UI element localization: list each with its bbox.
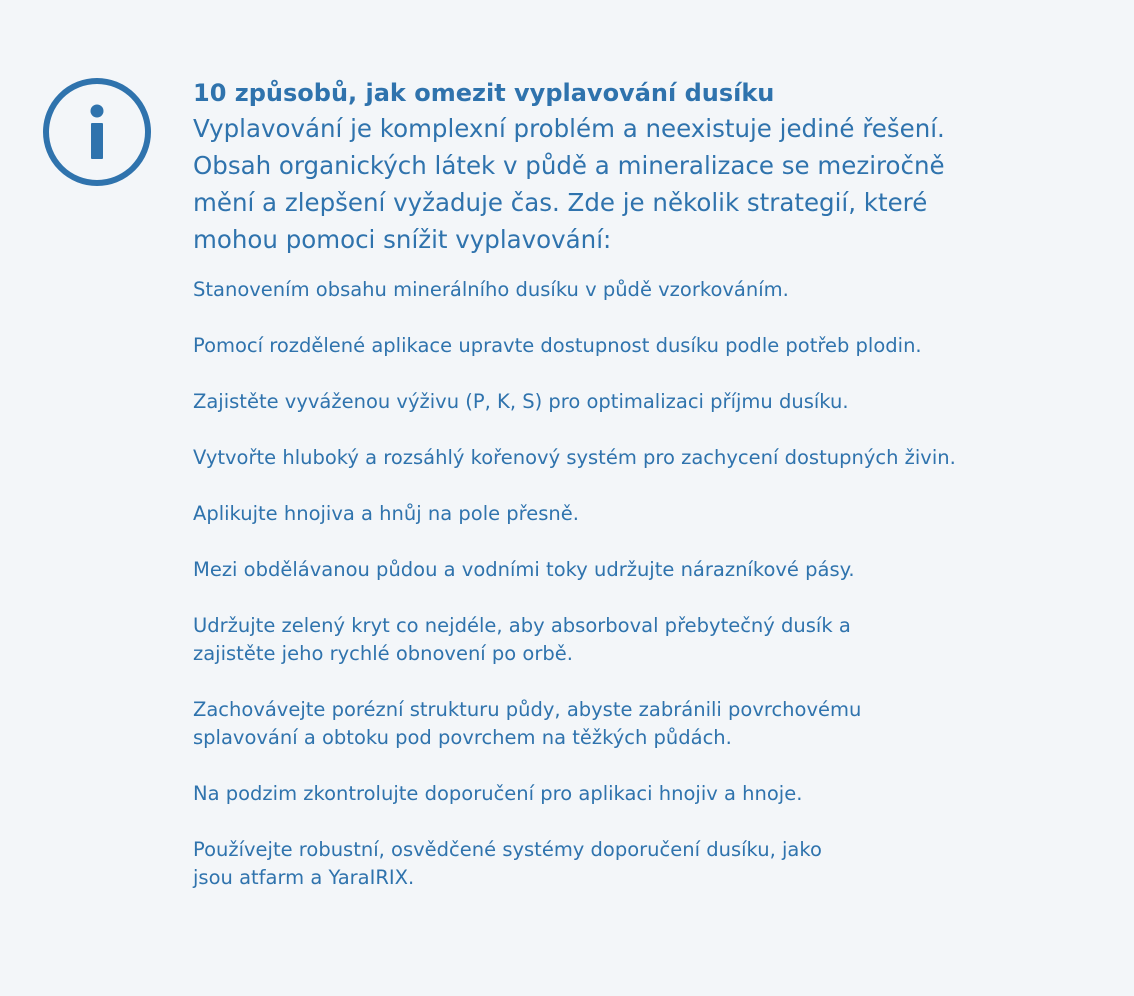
tip-item — [193, 500, 1093, 528]
intro-paragraph — [193, 110, 1023, 258]
tip-text: Stanovením obsahu minerálního dusíku v půdě vzorkováním. — [193, 278, 789, 301]
intro-line: Vyplavování je komplexní problém a neexistuje jediné řešení. — [193, 114, 945, 143]
intro-line: mění a zlepšení vyžaduje čas. Zde je několik strategií, které — [193, 188, 928, 217]
tip-text: Udržujte zelený kryt co nejdéle, aby absorboval přebytečný dusík a — [193, 614, 851, 637]
tip-text: jsou atfarm a YaraIRIX. — [193, 866, 415, 889]
tip-text: Vytvořte hluboký a rozsáhlý kořenový systém pro zachycení dostupných živin. — [193, 446, 956, 469]
tip-text: Na podzim zkontrolujte doporučení pro aplikaci hnojiv a hnoje. — [193, 782, 803, 805]
tip-text: Zachovávejte porézní strukturu půdy, abyste zabránili povrchovému — [193, 698, 862, 721]
info-icon — [42, 77, 152, 187]
tip-item — [193, 696, 1093, 752]
tip-text: Používejte robustní, osvědčené systémy doporučení dusíku, jako — [193, 838, 822, 861]
tip-text: Aplikujte hnojiva a hnůj na pole přesně. — [193, 502, 579, 525]
tip-item — [193, 836, 1093, 892]
tip-item — [193, 556, 1093, 584]
info-content — [193, 76, 1093, 920]
tip-text: Pomocí rozdělené aplikace upravte dostupnost dusíku podle potřeb plodin. — [193, 334, 922, 357]
tip-item — [193, 276, 1093, 304]
tip-item — [193, 612, 1093, 668]
tip-text: splavování a obtoku pod povrchem na těžkých půdách. — [193, 726, 732, 749]
tip-item — [193, 388, 1093, 416]
intro-line: Obsah organických látek v půdě a mineralizace se meziročně — [193, 151, 945, 180]
tip-text: Mezi obdělávanou půdou a vodními toky udržujte nárazníkové pásy. — [193, 558, 855, 581]
page-title: 10 způsobů, jak omezit vyplavování dusíku — [193, 79, 775, 107]
tip-item — [193, 444, 1093, 472]
intro-line: mohou pomoci snížit vyplavování: — [193, 225, 612, 254]
tip-item — [193, 332, 1093, 360]
tip-item — [193, 780, 1093, 808]
tip-text: zajistěte jeho rychlé obnovení po orbě. — [193, 642, 573, 665]
tips-list — [193, 276, 1093, 892]
tip-text: Zajistěte vyváženou výživu (P, K, S) pro optimalizaci příjmu dusíku. — [193, 390, 849, 413]
